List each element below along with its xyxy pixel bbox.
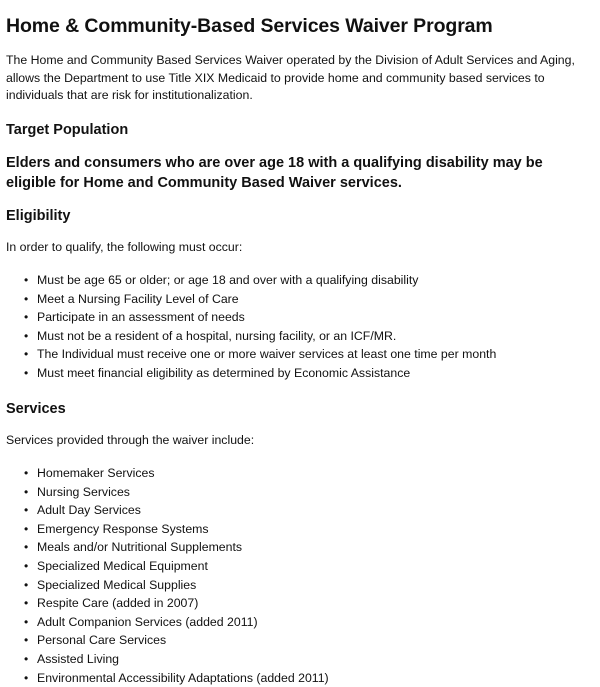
- bullet-icon: •: [24, 652, 29, 666]
- bullet-icon: •: [24, 521, 29, 536]
- services-list: [6, 464, 594, 687]
- list-item-text: Personal Care Services: [37, 633, 167, 648]
- list-item-text: Meet a Nursing Facility Level of Care: [37, 291, 239, 306]
- bullet-icon: •: [24, 596, 29, 611]
- list-item: [24, 520, 594, 539]
- list-item-text: Emergency Response Systems: [37, 521, 209, 536]
- list-item: [24, 631, 594, 650]
- list-item-text: Must be age 65 or older; or age 18 and over with a qualifying disability: [37, 273, 419, 287]
- intro-paragraph: The Home and Community Based Services Waiver operated by the Division of Adult Services and Aging, allows the Department to use Title XIX Medicaid to provide home and community based services to individuals that are risk for institutionalization.: [6, 53, 575, 102]
- list-item: [24, 308, 594, 327]
- list-item-text: Homemaker Services: [37, 466, 155, 481]
- eligibility-heading: Eligibility: [6, 207, 71, 224]
- services-heading: Services: [6, 400, 66, 417]
- eligibility-list: [6, 271, 594, 383]
- target-population-heading: Target Population: [6, 121, 129, 138]
- list-item: [24, 576, 594, 595]
- list-item: [24, 613, 594, 632]
- bullet-icon: •: [24, 503, 29, 518]
- list-item-text: Environmental Accessibility Adaptations (added 2011): [37, 670, 329, 685]
- bullet-icon: •: [24, 347, 29, 362]
- list-item-text: Meals and/or Nutritional Supplements: [37, 540, 243, 555]
- bullet-icon: •: [24, 540, 29, 555]
- list-item: [24, 594, 594, 613]
- list-item-text: Nursing Services: [37, 484, 130, 499]
- list-item: [24, 290, 594, 309]
- list-item-text: Respite Care (added in 2007): [37, 596, 199, 611]
- bullet-icon: •: [24, 633, 29, 648]
- list-item: [24, 669, 594, 687]
- bullet-icon: •: [24, 273, 29, 287]
- bullet-icon: •: [24, 484, 29, 499]
- bullet-icon: •: [24, 328, 29, 343]
- list-item: [24, 464, 594, 483]
- page-title: Home & Community-Based Services Waiver Program: [6, 15, 493, 37]
- bullet-icon: •: [24, 670, 29, 685]
- target-population-statement: Elders and consumers who are over age 18 with a qualifying disability may be eligible for Home and Community Based Waiver services.: [6, 154, 543, 191]
- bullet-icon: •: [24, 577, 29, 592]
- list-item-text: Must not be a resident of a hospital, nursing facility, or an ICF/MR.: [37, 328, 397, 343]
- list-item-text: Adult Day Services: [37, 503, 141, 518]
- services-intro: Services provided through the waiver include:: [6, 432, 255, 447]
- list-item: [24, 501, 594, 520]
- bullet-icon: •: [24, 466, 29, 481]
- list-item-text: Must meet financial eligibility as determined by Economic Assistance: [37, 365, 411, 380]
- bullet-icon: •: [24, 559, 29, 574]
- list-item: [24, 483, 594, 502]
- list-item: [24, 557, 594, 576]
- eligibility-intro: In order to qualify, the following must occur:: [6, 239, 243, 254]
- list-item: [24, 345, 594, 364]
- list-item: [24, 364, 594, 383]
- bullet-icon: •: [24, 614, 29, 629]
- list-item: [24, 327, 594, 346]
- list-item: [24, 650, 594, 669]
- list-item-text: Specialized Medical Supplies: [37, 577, 197, 592]
- bullet-icon: •: [24, 365, 29, 380]
- list-item-text: Specialized Medical Equipment: [37, 559, 208, 574]
- list-item-text: Adult Companion Services (added 2011): [37, 614, 258, 629]
- list-item-text: Assisted Living: [37, 652, 120, 666]
- list-item: [24, 271, 594, 290]
- bullet-icon: •: [24, 291, 29, 306]
- list-item-text: The Individual must receive one or more waiver services at least one time per month: [37, 347, 497, 362]
- list-item: [24, 538, 594, 557]
- bullet-icon: •: [24, 310, 29, 325]
- list-item-text: Participate in an assessment of needs: [37, 310, 245, 325]
